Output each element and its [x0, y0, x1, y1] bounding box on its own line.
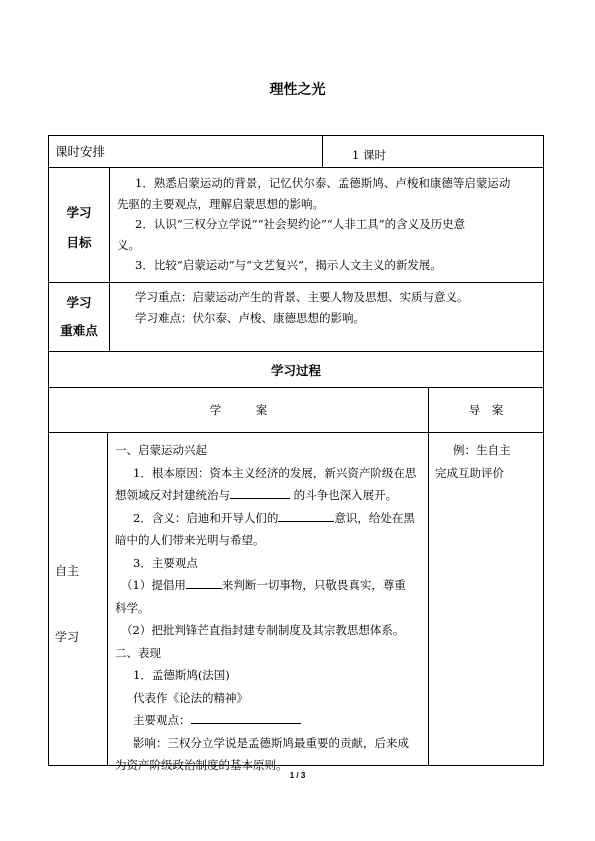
study-plan-content [115, 439, 425, 772]
text-line [115, 709, 425, 732]
text-line: 1．孟德斯鸠(法国) [133, 668, 230, 682]
text-line [115, 574, 425, 597]
objectives-row [48, 167, 544, 283]
self-study-row [48, 432, 544, 772]
self-study-label-line1: 自主 [55, 564, 80, 578]
key-points-label-line1: 学习 [66, 295, 92, 310]
guide-content [435, 439, 539, 765]
guide-line: 完成互助评价 [435, 465, 504, 480]
key-points-content [117, 287, 537, 351]
text-fragment: 的斗争也深入展开。 [293, 488, 398, 502]
process-header-row [48, 351, 544, 388]
text-line: 代表作《论法的精神》 [133, 690, 248, 705]
text-fragment: 主要观点： [133, 713, 191, 727]
text-line [115, 484, 425, 507]
key-points-label-line2: 重难点 [60, 323, 98, 338]
objective-line: 先驱的主要观点，理解启蒙思想的影响。 [117, 196, 324, 211]
guide-column-header: 导 案 [468, 403, 504, 417]
objectives-content [117, 173, 537, 282]
text-fragment: 想领域反对封建统治与 [115, 488, 230, 502]
study-plan-column-header: 学 案 [209, 403, 268, 417]
text-line [115, 507, 425, 530]
schedule-row [48, 135, 544, 168]
objective-line: 3．比较“启蒙运动”与“文艺复兴”，揭示人文主义的新发展。 [135, 258, 442, 272]
text-line: 影响：三权分立学说是孟德斯鸠最重要的贡献，后来成 [133, 735, 409, 750]
section-heading: 二、表现 [115, 645, 161, 660]
text-line: （2）把批判锋芒直指封建专制制度及其宗教思想体系。 [121, 623, 405, 637]
section-heading: 一、启蒙运动兴起 [115, 443, 207, 457]
objectives-label [49, 198, 109, 282]
objective-line: 2．认识“三权分立学说”“社会契约论”“人非工具”的含义及历史意 [135, 217, 466, 231]
self-study-label-line2: 学习 [55, 630, 80, 644]
difficulty-text: 学习难点：伏尔泰、卢梭、康德思想的影响。 [135, 310, 365, 325]
key-points-label [49, 289, 109, 351]
objectives-label-line1: 学习 [66, 205, 92, 220]
key-points-row [48, 282, 544, 352]
objectives-label-line2: 目标 [66, 235, 92, 250]
text-line: 3．主要观点 [133, 555, 198, 570]
fill-blank[interactable] [191, 711, 301, 724]
fill-blank[interactable] [278, 509, 334, 522]
schedule-value: 1 课时 [352, 148, 386, 162]
page-number: 1 / 3 [289, 771, 306, 780]
schedule-label: 课时安排 [55, 144, 106, 159]
process-header: 学习过程 [270, 363, 321, 378]
text-line: 科学。 [115, 600, 150, 615]
text-fragment: 来判断一切事物，只敬畏真实，尊重 [221, 578, 406, 592]
columns-header-row [48, 387, 544, 433]
text-line: 暗中的人们带来光明与希望。 [115, 533, 265, 547]
key-point-text: 学习重点：启蒙运动产生的背景、主要人物及思想、实质与意义。 [135, 290, 469, 304]
page-title: 理性之光 [269, 82, 326, 98]
text-fragment: （1）提倡用 [121, 578, 186, 592]
objective-line: 义。 [117, 237, 140, 252]
guide-line: 例：生自主 [453, 443, 511, 457]
text-line: 1．根本原因：资本主义经济的发展，新兴资产阶级在思 [133, 465, 417, 480]
objective-line: 1．熟悉启蒙运动的背景，记忆伏尔泰、孟德斯鸠、卢梭和康德等启蒙运动 [135, 176, 511, 190]
fill-blank[interactable] [230, 486, 290, 499]
fill-blank[interactable] [186, 576, 222, 589]
text-fragment: 意识，给处在黑 [334, 510, 415, 525]
text-line: 为资产阶级政治制度的基本原则。 [115, 758, 288, 772]
text-fragment: 2．含义：启迪和开导人们的 [133, 510, 279, 525]
